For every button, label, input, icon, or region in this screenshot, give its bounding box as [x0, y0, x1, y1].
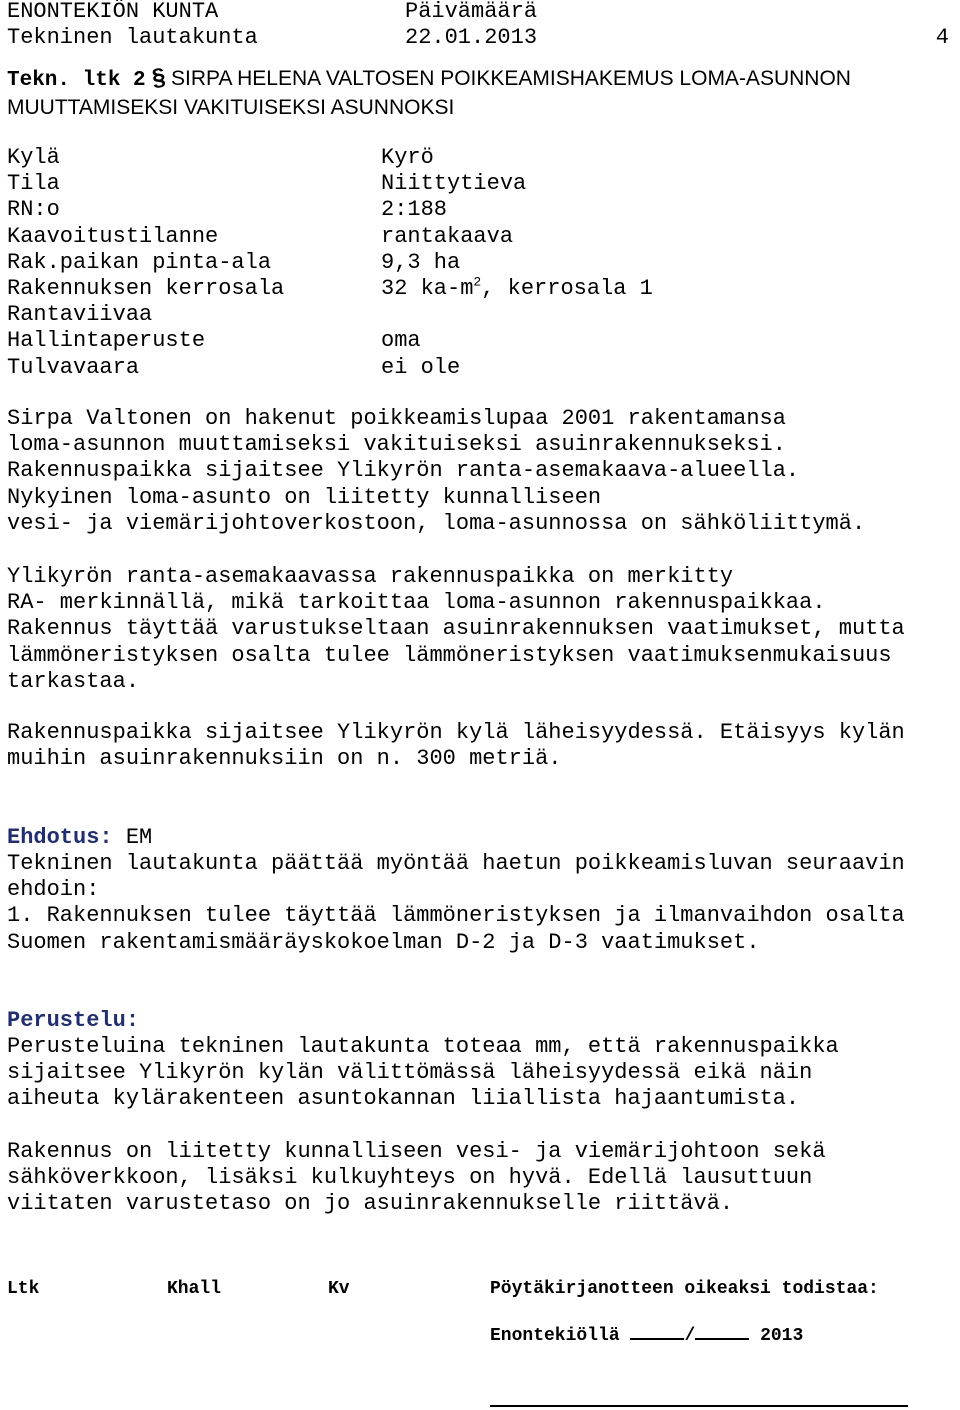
footer-ltk: Ltk [7, 1279, 40, 1299]
title-line-2: MUUTTAMISEKSI VAKITUISEKSI ASUNNOKSI [7, 96, 455, 119]
info-value: 2:188 [381, 197, 448, 223]
date-label: Päivämäärä [405, 0, 538, 24]
item-title [7, 64, 953, 121]
reasoning-text-1: Perusteluina tekninen lautakunta toteaa mm, että rakennuspaikka sijaitsee Ylikyrön kylän välittömässä läheisyydessä eikä näin aiheuta kylärakenteen asuntokannan liiallista hajaantumista. [7, 1034, 839, 1112]
info-value: Kyrö [381, 145, 434, 170]
paragraph-application: Sirpa Valtonen on hakenut poikkeamislupaa 2001 rakentamansa loma-asunnon muuttamiseksi vakituiseksi asuinrakennukseksi. Rakennuspaikka sijaitsee Ylikyrön ranta-asemakaava-alueella. Nykyinen loma-asunto on liitetty kunnalliseen vesi- ja viemärijohtoverkostoon, loma-asunnossa on sähköliittymä. [7, 406, 866, 536]
proposal-label: Ehdotus: [7, 825, 113, 850]
info-value-superscript: 2 [473, 274, 482, 290]
info-key: Tila [7, 171, 60, 197]
info-key: Rak.paikan pinta-ala [7, 249, 272, 275]
reasoning-label: Perustelu: [7, 1008, 140, 1033]
board-name: Tekninen lautakunta [7, 25, 258, 50]
page-number: 4 [935, 25, 949, 50]
info-value: ei ole [381, 354, 461, 380]
month-blank [695, 1321, 749, 1340]
info-key: Rantaviivaa [7, 302, 153, 328]
footer-place: Enontekiöllä [490, 1326, 620, 1346]
certification-date [490, 1321, 803, 1349]
info-value: rantakaava [381, 223, 514, 249]
info-key: RN:o [7, 197, 60, 223]
footer-certify: Pöytäkirjanotteen oikeaksi todistaa: [490, 1279, 879, 1299]
paragraph-location: Rakennuspaikka sijaitsee Ylikyrön kylä läheisyydessä. Etäisyys kylän muihin asuinrakennuksiin on n. 300 metriä. [7, 720, 905, 772]
info-value: 9,3 ha [381, 249, 461, 275]
proposal-text: Tekninen lautakunta päättää myöntää haetun poikkeamisluvan seuraavin ehdoin: 1. Rakennuksen tulee täyttää lämmöneristyksen ja ilmanvaihdon osalta Suomen rakentamismääräyskokoelman D-2 ja D-3 vaatimukset. [7, 851, 905, 955]
title-line-1: SIRPA HELENA VALTOSEN POIKKEAMISHAKEMUS LOMA-ASUNNON [170, 67, 851, 90]
footer-khall: Khall [167, 1279, 222, 1299]
item-number: Tekn. ltk 2 [7, 69, 146, 92]
info-key: Rakennuksen kerrosala [7, 275, 285, 301]
proposal-value: EM [112, 825, 153, 850]
info-value: oma [381, 328, 421, 354]
reasoning-text-2: Rakennus on liitetty kunnalliseen vesi- ja viemärijohtoon sekä sähköverkkoon, lisäksi kulkuyhteys on hyvä. Edellä lausuttuun viitaten varustetaso on jo asuinrakennukselle riittävä. [7, 1139, 826, 1217]
municipality-name: ENONTEKIÖN KUNTA [7, 0, 219, 24]
footer-kv: Kv [328, 1279, 350, 1299]
info-key: Tulvavaara [7, 354, 140, 380]
info-key: Hallintaperuste [7, 328, 206, 354]
page-header [7, 0, 953, 51]
paragraph-zoning: Ylikyrön ranta-asemakaavassa rakennuspaikka on merkitty RA- merkinnällä, mikä tarkoittaa loma-asunnon rakennuspaikkaa. Rakennus täyttää varustukseltaan asuinrakennuksen vaatimukset, mutta lämmöneristyksen osalta tulee lämmöneristyksen vaatimuksenmukaisuus tarkastaa. [7, 564, 905, 694]
signature-line [490, 1405, 908, 1407]
day-blank [630, 1321, 684, 1340]
meeting-date: 22.01.2013 [405, 25, 538, 50]
info-value: 32 $ka-m^2$, kerrosala 1 [381, 274, 653, 301]
date-slash: / [684, 1326, 696, 1346]
proposal-heading [7, 825, 953, 851]
info-key: Kylä [7, 145, 60, 170]
footer-year: 2013 [760, 1326, 804, 1346]
info-value: Niittytieva [381, 171, 527, 197]
info-key: Kaavoitustilanne [7, 223, 219, 249]
section-sign: § [149, 63, 167, 92]
